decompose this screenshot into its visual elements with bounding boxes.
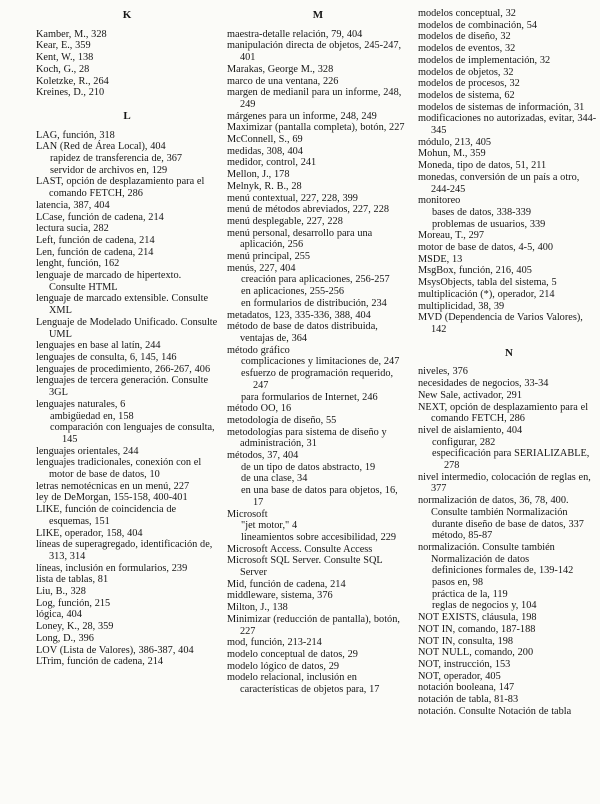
index-entry: maestra-detalle relación, 79, 404 [227, 28, 363, 40]
index-entry: Koletzke, R., 264 [36, 75, 109, 87]
index-entry: Mellon, J., 178 [227, 169, 290, 181]
index-entry: LIKE, operador, 158, 404 [36, 527, 143, 539]
index-entry: "jet motor," 4 [241, 520, 298, 532]
index-entry: normalización. Consulte también Normalización de datos [418, 541, 555, 565]
index-entry: middleware, sistema, 376 [227, 590, 333, 602]
index-entry: modelos de implementación, 32 [418, 54, 551, 66]
index-entry: menú contextual, 227, 228, 399 [227, 192, 358, 204]
index-entry: líneas de superagregado, identificación de, 313, 314 [36, 539, 213, 562]
index-entry: Minimizar (reducción de pantalla), botón, 227 [227, 613, 400, 637]
index-entry: modelos de diseño, 32 [418, 31, 511, 43]
index-entry: LAST, opción de desplazamiento para el comando FETCH, 286 [36, 176, 205, 200]
index-entry: Mohun, M., 359 [418, 148, 486, 160]
index-entry: configurar, 282 [432, 436, 496, 448]
index-entry: normalización de datos, 36, 78, 400. Consulte también Normalización [418, 495, 569, 518]
index-entry: para formularios de Internet, 246 [241, 391, 378, 403]
index-entry: Lenguaje de Modelado Unificado. Consulte UML [36, 316, 218, 340]
index-entry: Liu, B., 328 [36, 586, 86, 598]
index-entry: NOT EXISTS, cláusula, 198 [418, 612, 537, 624]
index-entry: creación para aplicaciones, 256-257 [241, 274, 390, 286]
index-entry: monedas, conversión de un país a otro, 244-245 [418, 171, 580, 195]
index-entry: manipulación directa de objetos, 245-247, 401 [227, 40, 402, 64]
index-entry: marco de una ventana, 226 [227, 75, 339, 87]
index-entry: Kreines, D., 210 [36, 87, 105, 99]
section-header-N: N [505, 346, 513, 359]
index-entry: MVD (Dependencia de Varios Valores), 142 [418, 312, 583, 335]
index-entry: Moneda, tipo de datos, 51, 211 [418, 160, 547, 172]
index-entry: mod, función, 213-214 [227, 637, 322, 649]
index-entry: Kent, W., 138 [36, 52, 94, 64]
index-column-1 [36, 8, 218, 717]
index-entry: Mid, función de cadena, 214 [227, 578, 346, 590]
index-entry: menú desplegable, 227, 228 [227, 215, 343, 227]
index-entry: modelos de sistemas de información, 31 [418, 101, 585, 113]
index-entry: metodologías para sistema de diseño y administración, 31 [227, 426, 387, 450]
index-entry: necesidades de negocios, 33-34 [418, 378, 549, 390]
index-entry: método de base de datos distribuida, ventajas de, 364 [227, 321, 378, 344]
index-entry: multiplicidad, 38, 39 [418, 300, 505, 312]
index-entry: LOV (Lista de Valores), 386-387, 404 [36, 644, 194, 656]
index-entry: modelos conceptual, 32 [418, 8, 516, 19]
index-entry: definiciones formales de, 139-142 [432, 565, 574, 577]
index-entry: método gráfico [227, 344, 290, 356]
index-entry: letras nemotécnicas en un menú, 227 [36, 480, 190, 492]
index-entry: Left, función de cadena, 214 [36, 234, 155, 246]
index-entry: módulo, 213, 405 [418, 136, 492, 148]
index-entry: Loney, K., 28, 359 [36, 621, 114, 633]
section-header-L: L [123, 109, 131, 122]
index-entry: MsgBox, función, 216, 405 [418, 265, 532, 277]
index-entry: modificaciones no autorizadas, evitar, 344-345 [418, 113, 597, 137]
index-column-2 [227, 8, 409, 717]
index-entry: en formularios de distribución, 234 [241, 297, 387, 309]
index-entry: nivel intermedio, colocación de reglas en, 377 [418, 471, 591, 495]
index-entry: Len, función de cadena, 214 [36, 246, 154, 258]
index-entry: Kamber, M., 328 [36, 28, 107, 40]
index-entry: modelo lógico de datos, 29 [227, 660, 340, 672]
index-entry: lenguaje de marcado extensible. Consulte XML [36, 293, 209, 317]
index-entry: rapidez de transferencia de, 367 [50, 153, 183, 165]
index-entry: problemas de usuarios, 339 [432, 218, 546, 230]
index-entry: Microsoft SQL Server. Consulte SQL Server [227, 555, 383, 579]
index-entry: lenguaje de marcado de hipertexto. Consulte HTML [36, 270, 182, 293]
index-entry: metadatos, 123, 335-336, 388, 404 [227, 309, 371, 321]
index-entry: de una clase, 34 [241, 473, 308, 485]
index-entry: MsysObjects, tabla del sistema, 5 [418, 277, 557, 289]
index-entry: modelo relacional, inclusión en características de objetos para, 17 [227, 672, 380, 696]
index-entry: comparación con lenguajes de consulta, 145 [50, 422, 215, 445]
index-entry: lenguajes tradicionales, conexión con el motor de base de datos, 10 [36, 457, 202, 481]
index-entry: lenght, función, 162 [36, 258, 120, 270]
section-header-K: K [122, 9, 132, 21]
index-entry: MSDE, 13 [418, 253, 463, 265]
index-entry: lista de tablas, 81 [36, 574, 109, 586]
index-entry: New Sale, activador, 291 [418, 389, 522, 401]
index-entry: Log, función, 215 [36, 597, 111, 609]
index-entry: especificación para SERIALIZABLE, 278 [432, 448, 590, 472]
index-entry: NEXT, opción de desplazamiento para el comando FETCH, 286 [418, 401, 589, 425]
index-entry: modelos de sistema, 62 [418, 89, 515, 101]
index-entry: latencia, 387, 404 [36, 199, 110, 211]
index-entry: lenguajes de tercera generación. Consulte 3GL [36, 375, 209, 399]
index-entry: monitoreo [418, 195, 461, 207]
index-entry: McConnell, S., 69 [227, 134, 303, 146]
index-entry: lenguajes de procedimiento, 266-267, 406 [36, 363, 211, 375]
index-entry: método, 85-87 [432, 530, 493, 542]
index-entry: lenguajes orientales, 244 [36, 445, 139, 457]
index-entry: modelos de procesos, 32 [418, 78, 520, 90]
index-column-3 [418, 8, 600, 717]
index-entry: ley de DeMorgan, 155-158, 400-401 [36, 492, 188, 504]
index-entry: menú personal, desarrollo para una aplicación, 256 [227, 227, 373, 251]
index-entry: Kear, E., 359 [36, 40, 91, 52]
index-entry: niveles, 376 [418, 366, 468, 378]
index-entry: lenguajes naturales, 6 [36, 398, 126, 410]
index-entry: lógica, 404 [36, 609, 82, 621]
index-entry: complicaciones y limitaciones de, 247 [241, 356, 400, 368]
index-entry: LTrim, función de cadena, 214 [36, 656, 164, 668]
index-entry: NOT, instrucción, 153 [418, 658, 511, 670]
index-entry: durante diseño de base de datos, 337 [432, 518, 584, 530]
index-entry: Milton, J., 138 [227, 602, 288, 614]
index-entry: Marakas, George M., 328 [227, 63, 334, 75]
index-entry: Melnyk, R. B., 28 [227, 180, 302, 192]
index-entry: en una base de datos para objetos, 16, 17 [241, 485, 398, 508]
index-entry: modelos de eventos, 32 [418, 43, 516, 55]
index-entry: notación. Consulte Notación de tabla [418, 705, 572, 717]
index-entry: Long, D., 396 [36, 632, 94, 644]
index-entry: LAG, función, 318 [36, 129, 115, 141]
index-entry: márgenes para un informe, 248, 249 [227, 110, 377, 122]
index-entry: esfuerzo de programación requerido, 247 [241, 368, 394, 391]
index-entry: medidor, control, 241 [227, 157, 317, 169]
index-entry: pasos en, 98 [432, 577, 484, 589]
index-entry: Koch, G., 28 [36, 63, 90, 75]
index-entry: nivel de aislamiento, 404 [418, 424, 523, 436]
index-entry: práctica de la, 119 [432, 588, 508, 600]
index-entry: menús, 227, 404 [227, 262, 296, 274]
index-entry: lectura sucia, 282 [36, 223, 109, 235]
index-entry: motor de base de datos, 4-5, 400 [418, 242, 554, 254]
index-entry: menú principal, 255 [227, 251, 311, 263]
index-entry: Microsoft [227, 508, 268, 520]
index-entry: NOT, operador, 405 [418, 670, 501, 682]
index-entry: metodología de diseño, 55 [227, 414, 337, 426]
index-entry: NOT NULL, comando, 200 [418, 647, 534, 659]
index-entry: método OO, 16 [227, 403, 292, 415]
index-entry: NOT IN, comando, 187-188 [418, 623, 536, 635]
index-entry: de un tipo de datos abstracto, 19 [241, 461, 376, 473]
index-entry: notación de tabla, 81-83 [418, 694, 519, 706]
index-entry: reglas de negocios y, 104 [432, 600, 537, 612]
index-entry: en aplicaciones, 255-256 [241, 286, 345, 298]
index-entry: lenguajes en base al latín, 244 [36, 340, 161, 352]
index-entry: ambigüedad en, 158 [50, 410, 134, 422]
index-entry: modelos de combinación, 54 [418, 19, 537, 31]
index-entry: notación booleana, 147 [418, 682, 515, 694]
index-entry: Microsoft Access. Consulte Access [227, 543, 373, 555]
index-entry: margen de medianil para un informe, 248, 249 [227, 87, 402, 110]
index-entry: LIKE, función de coincidencia de esquemas, 151 [36, 504, 177, 527]
index-entry: bases de datos, 338-339 [432, 206, 531, 218]
index-entry: modelos de objetos, 32 [418, 66, 514, 78]
index-entry: métodos, 37, 404 [227, 450, 299, 462]
index-entry: líneas, inclusión en formularios, 239 [36, 562, 188, 574]
index-entry: servidor de archivos en, 129 [50, 164, 168, 176]
index-entry: LCase, función de cadena, 214 [36, 211, 164, 223]
index-entry: medidas, 308, 404 [227, 145, 303, 157]
index-entry: NOT IN, consulta, 198 [418, 635, 514, 647]
index-entry: lineamientos sobre accesibilidad, 229 [241, 531, 397, 543]
section-header-M: M [312, 9, 324, 21]
index-entry: LAN (Red de Área Local), 404 [36, 141, 166, 153]
index-entry: Moreau, T., 297 [418, 230, 485, 242]
index-entry: multiplicación (*), operador, 214 [418, 288, 555, 300]
index-entry: menú de métodos abreviados, 227, 228 [227, 204, 389, 216]
index-entry: modelo conceptual de datos, 29 [227, 648, 358, 660]
index-entry: Maximizar (pantalla completa), botón, 227 [227, 122, 405, 134]
index-entry: lenguajes de consulta, 6, 145, 146 [36, 351, 177, 363]
